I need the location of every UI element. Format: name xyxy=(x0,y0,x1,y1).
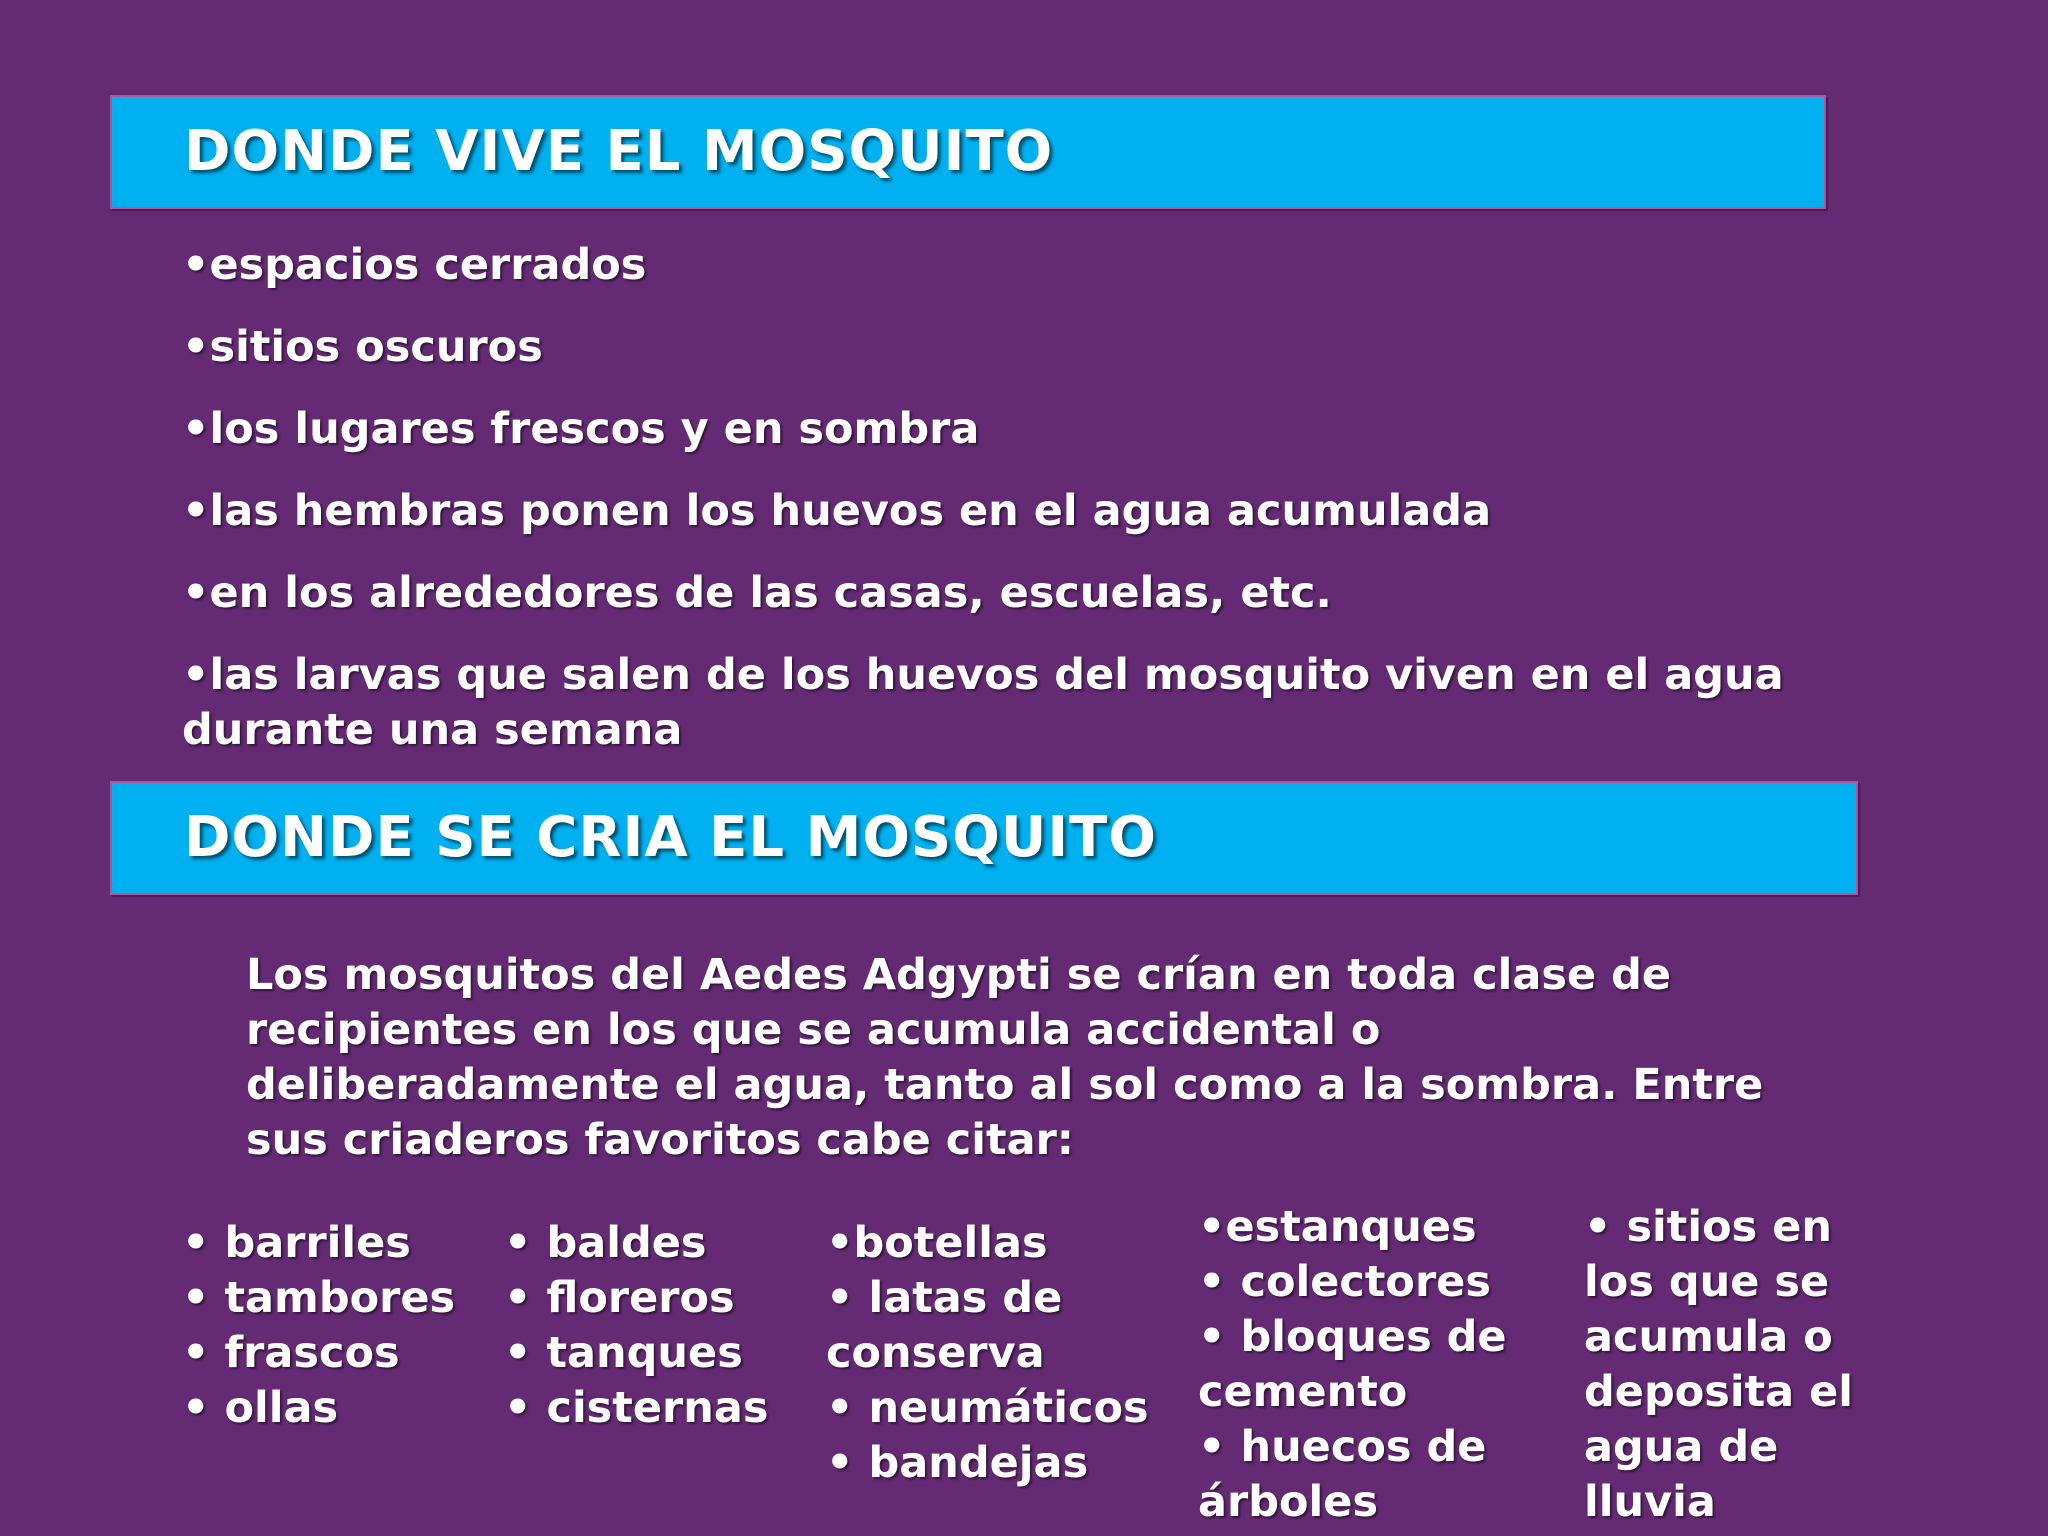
list-item: •botellas xyxy=(826,1218,1048,1268)
section-banner-donde-se-cria xyxy=(110,781,1858,895)
list-item: •estanques xyxy=(1198,1202,1477,1252)
list-item: • tanques xyxy=(504,1328,743,1378)
list-item: • tambores xyxy=(182,1273,456,1323)
intro-paragraph: Los mosquitos del Aedes Adgypti se crían en toda clase de recipientes en los que se acumula accidental o deliberadamente el agua, tanto al sol como a la sombra. Entre sus criaderos favoritos cabe citar: xyxy=(246,950,1764,1165)
list-item: • las hembras ponen los huevos en el agua acumulada xyxy=(182,484,1802,539)
criaderos-column-2 xyxy=(504,1216,768,1436)
list-item: • barriles xyxy=(182,1218,411,1268)
list-item: • huecos de árboles xyxy=(1198,1422,1487,1527)
list-item: • las larvas que salen de los huevos del mosquito viven en el agua durante una semana xyxy=(182,648,1802,758)
section-title-donde-vive: DONDE VIVE EL MOSQUITO xyxy=(184,119,1054,184)
list-item: • sitios oscuros xyxy=(182,320,1802,375)
section-banner-donde-vive xyxy=(110,95,1826,209)
list-item: • latas de conserva xyxy=(826,1273,1063,1378)
list-item: • espacios cerrados xyxy=(182,238,1802,293)
list-item: • los lugares frescos y en sombra xyxy=(182,402,1802,457)
list-item: • frascos xyxy=(182,1328,400,1378)
list-item: • bloques de cemento xyxy=(1198,1312,1507,1417)
criaderos-column-5 xyxy=(1584,1200,1884,1530)
list-item: • sitios en los que se acumula o deposita el agua de lluvia xyxy=(1584,1202,1854,1527)
list-item: • colectores xyxy=(1198,1257,1491,1307)
list-item: • floreros xyxy=(504,1273,735,1323)
list-item: • neumáticos xyxy=(826,1383,1149,1433)
list-item: • baldes xyxy=(504,1218,707,1268)
list-item: • bandejas xyxy=(826,1438,1089,1488)
list-item: • en los alrededores de las casas, escuelas, etc. xyxy=(182,566,1802,621)
criaderos-column-1 xyxy=(182,1216,455,1436)
section-title-donde-se-cria: DONDE SE CRIA EL MOSQUITO xyxy=(184,805,1157,870)
list-item: • cisternas xyxy=(504,1383,769,1433)
criaderos-column-4 xyxy=(1198,1200,1578,1530)
list-item: • ollas xyxy=(182,1383,339,1433)
criaderos-column-3 xyxy=(826,1216,1186,1491)
donde-vive-list xyxy=(182,238,1802,785)
